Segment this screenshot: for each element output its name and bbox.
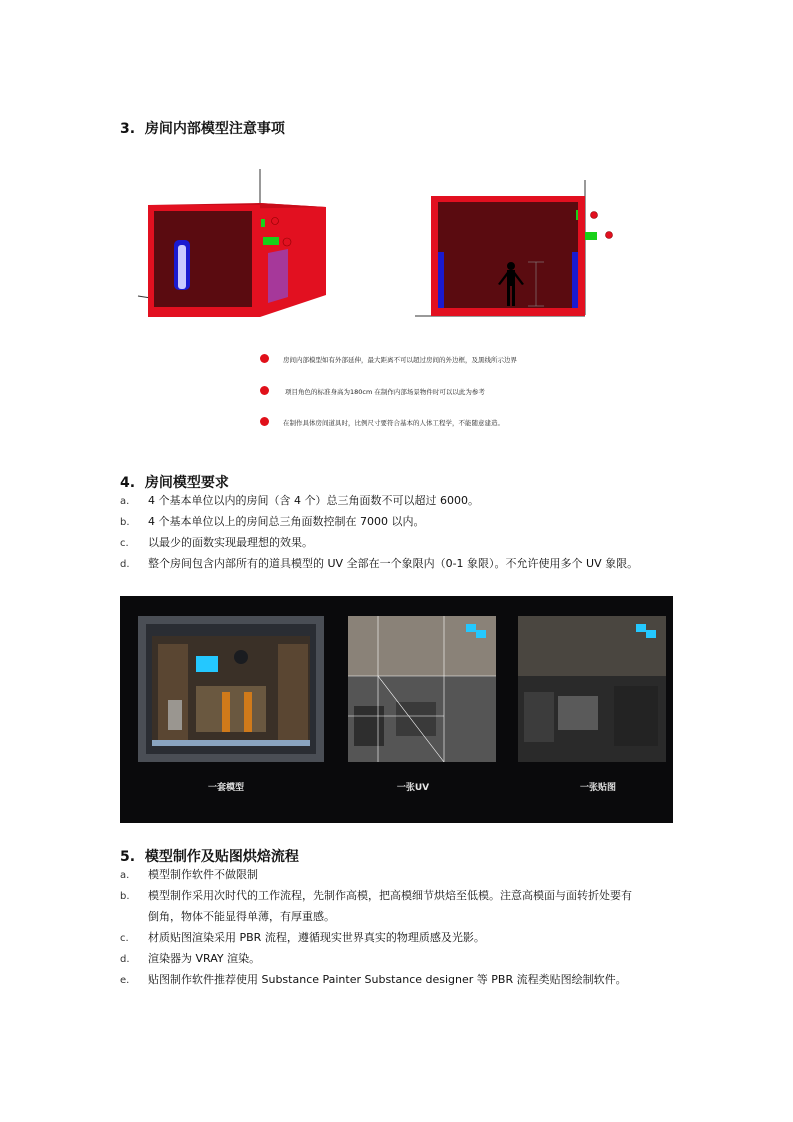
section5-item-b: b. 模型制作采用次时代的工作流程，先制作高模，把高模细节烘焙至低模。注意高模面与面转折处要有 [120, 889, 632, 902]
section5-number: 5. [120, 849, 136, 865]
section5-item-a: a. 模型制作软件不做限制 [120, 868, 258, 881]
wall-right-blue [572, 252, 578, 308]
caption-texture: 一张贴图 [579, 783, 616, 793]
section4-heading [120, 472, 229, 492]
room-diagram-3d [130, 165, 340, 325]
green-marker-large [263, 237, 279, 245]
section3-heading [120, 118, 285, 138]
section4-number: 4. [120, 475, 136, 491]
note-bullet-3 [260, 417, 269, 426]
note-2: 项目角色的标准身高为180cm 在制作内部场景物件时可以以此为参考 [285, 388, 485, 396]
section5-item-c: c. 材质贴图渲染采用 PBR 流程，遵循现实世界真实的物理质感及光影。 [120, 931, 485, 944]
section4-title: 房间模型要求 [144, 475, 229, 491]
error-marker-large-right [606, 232, 613, 239]
error-marker-small [272, 218, 279, 225]
section5-item-b-cont: 倒角，物体不能显得单薄，有厚重感。 [148, 910, 335, 923]
section5-title: 模型制作及贴图烘焙流程 [144, 849, 299, 865]
uv-render-image [348, 616, 496, 762]
error-marker-small-right [591, 212, 598, 219]
green-marker-small-right [576, 210, 578, 220]
green-marker-small [261, 219, 265, 227]
section5-item-e: e. 贴图制作软件推荐使用 Substance Painter Substance designer 等 PBR 流程类贴图绘制软件。 [120, 973, 627, 986]
door-left-inner [178, 245, 186, 289]
note-3: 在制作具体房间道具时，比例尺寸要符合基本的人体工程学，不能随意建造。 [283, 419, 504, 427]
caption-model: 一套模型 [207, 783, 244, 793]
room-interior [154, 211, 252, 307]
section5-item-d: d. 渲染器为 VRAY 渲染。 [120, 952, 261, 965]
wall-left-blue [438, 252, 444, 308]
render-panel [120, 596, 673, 823]
model-render-image [138, 616, 324, 762]
door-side [268, 249, 288, 303]
green-marker-large-right [585, 232, 597, 240]
note-bullet-1 [260, 354, 269, 363]
section4-item-b: b. 4 个基本单位以上的房间总三角面数控制在 7000 以内。 [120, 515, 425, 528]
room-diagram-front [410, 180, 620, 325]
section4-item-d: d. 整个房间包含内部所有的道具模型的 UV 全部在一个象限内（0-1 象限）。不允许使用多个 UV 象限。 [120, 557, 639, 570]
section3-number: 3. [120, 121, 136, 137]
section4-item-c: c. 以最少的面数实现最理想的效果。 [120, 536, 313, 549]
section4-item-a: a. 4 个基本单位以内的房间（含 4 个）总三角面数不可以超过 6000。 [120, 494, 479, 507]
caption-uv: 一张UV [396, 783, 430, 793]
note-bullet-2 [260, 386, 269, 395]
section3-title: 房间内部模型注意事项 [144, 121, 285, 137]
note-1: 房间内部模型如有外部延伸，最大距离不可以超过房间的外边框，及黑线所示边界 [283, 356, 517, 364]
error-marker-large [283, 238, 291, 246]
section5-heading [120, 846, 299, 866]
texture-render-image [518, 616, 666, 762]
